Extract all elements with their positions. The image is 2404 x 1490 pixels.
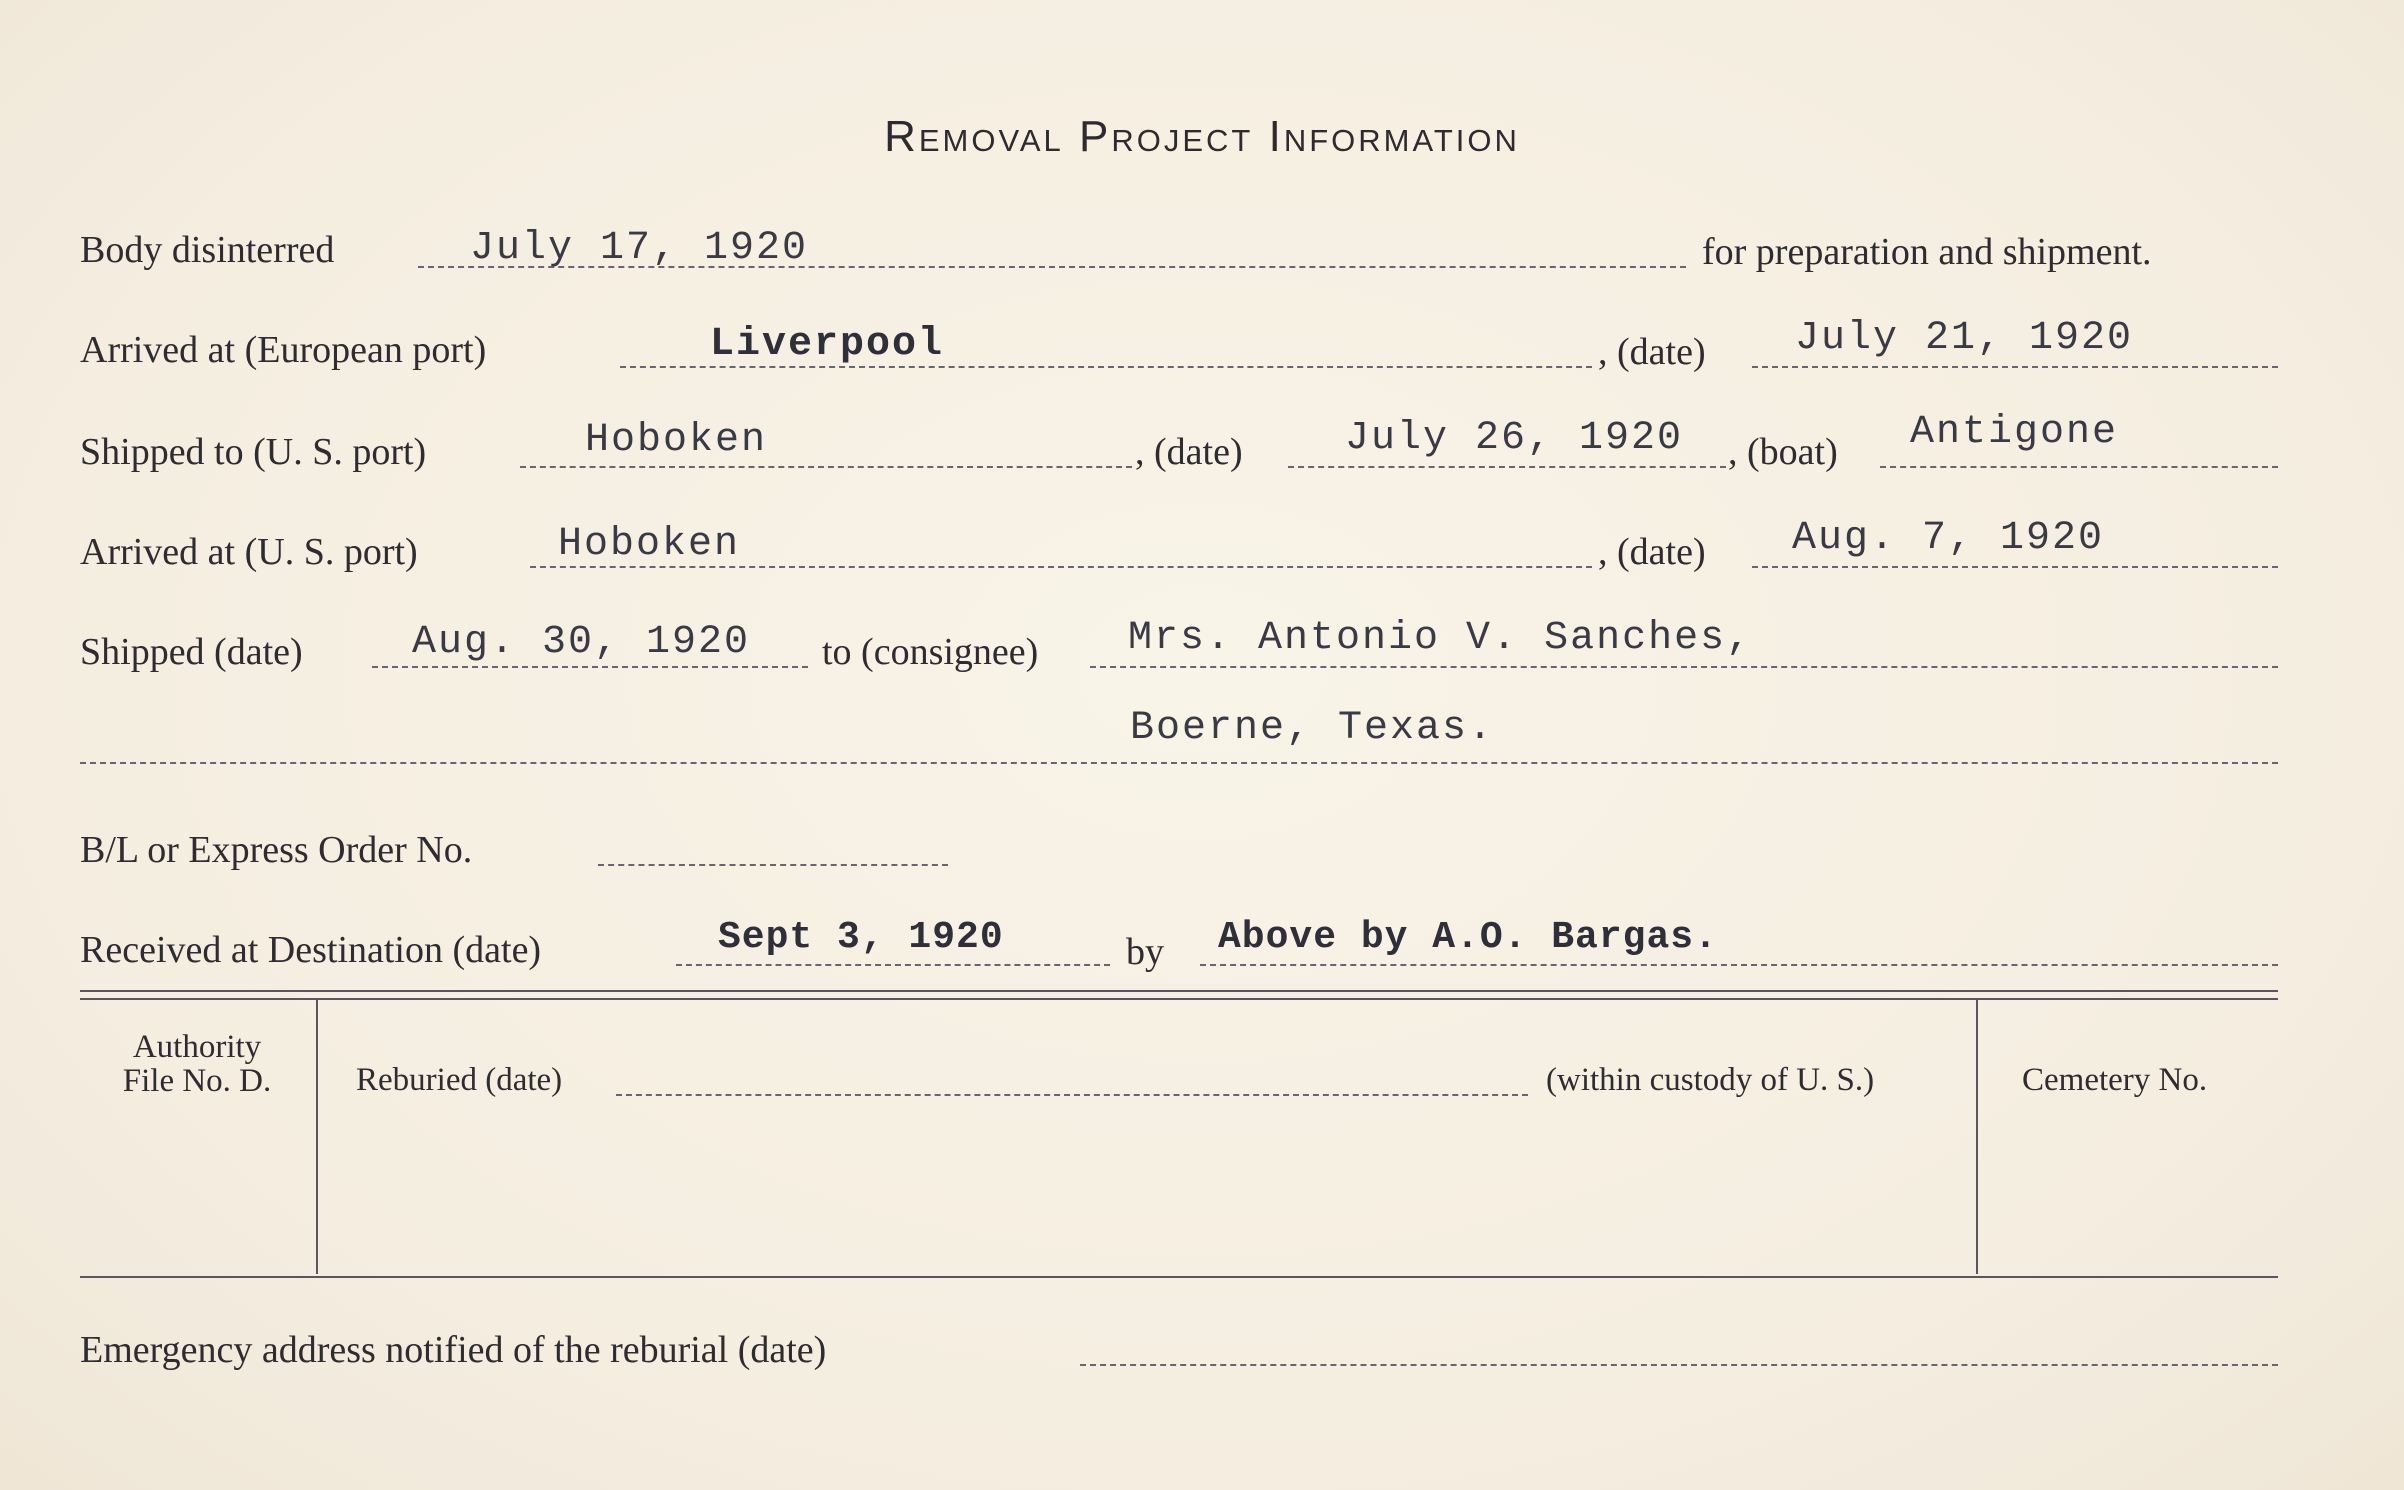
box-bottom-rule bbox=[80, 1276, 2278, 1278]
european-date-label: , (date) bbox=[1598, 331, 1706, 373]
european-port-label: Arrived at (European port) bbox=[80, 329, 487, 371]
shipped-date-value: Aug. 30, 1920 bbox=[412, 620, 751, 665]
received-by-label: by bbox=[1126, 931, 1164, 973]
emergency-line bbox=[1080, 1364, 2278, 1366]
authority-line1: Authority bbox=[132, 1029, 262, 1065]
authority-label bbox=[82, 1030, 312, 1098]
consignee-line bbox=[1090, 666, 2278, 668]
consignee-second-line bbox=[80, 762, 2278, 764]
arrived-us-date-value: Aug. 7, 1920 bbox=[1792, 516, 2105, 561]
boat-label: , (boat) bbox=[1728, 431, 1838, 473]
shipped-us-port-value: Hoboken bbox=[585, 418, 768, 463]
received-date-value: Sept 3, 1920 bbox=[718, 916, 1004, 959]
disinterred-label: Body disinterred bbox=[80, 229, 335, 271]
reburied-line bbox=[616, 1094, 1528, 1096]
shipped-us-port-line bbox=[520, 466, 1132, 468]
shipped-us-date-line bbox=[1288, 466, 1726, 468]
received-by-line bbox=[1200, 964, 2278, 966]
shipped-us-date-label: , (date) bbox=[1135, 431, 1243, 473]
european-date-line bbox=[1752, 366, 2278, 368]
boat-value: Antigone bbox=[1910, 410, 2119, 455]
boat-line bbox=[1880, 466, 2278, 468]
card-title: Removal Project Information bbox=[884, 112, 1520, 161]
consignee-line2-value: Boerne, Texas. bbox=[1130, 706, 1495, 751]
emergency-label: Emergency address notified of the reburial (date) bbox=[80, 1329, 827, 1371]
reburied-label: Reburied (date) bbox=[356, 1062, 563, 1098]
european-date-value: July 21, 1920 bbox=[1795, 316, 2134, 361]
box-right-divider bbox=[1976, 1000, 1978, 1274]
shipped-date-line bbox=[372, 666, 808, 668]
bl-label: B/L or Express Order No. bbox=[80, 829, 473, 871]
received-by-value: Above by A.O. Bargas. bbox=[1218, 916, 1718, 959]
arrived-us-port-value: Hoboken bbox=[558, 522, 741, 567]
consignee-line1-value: Mrs. Antonio V. Sanches, bbox=[1128, 616, 1753, 661]
european-port-value: Liverpool bbox=[710, 322, 945, 367]
box-top-rule-2 bbox=[80, 998, 2278, 1000]
arrived-us-date-label: , (date) bbox=[1598, 531, 1706, 573]
disinterred-date: July 17, 1920 bbox=[470, 226, 809, 271]
shipped-us-label: Shipped to (U. S. port) bbox=[80, 431, 427, 473]
custody-label: (within custody of U. S.) bbox=[1546, 1062, 1875, 1098]
arrived-us-label: Arrived at (U. S. port) bbox=[80, 531, 418, 573]
shipped-date-label: Shipped (date) bbox=[80, 631, 303, 673]
disinterred-suffix: for preparation and shipment. bbox=[1702, 231, 2152, 273]
arrived-us-date-line bbox=[1752, 566, 2278, 568]
cemetery-label: Cemetery No. bbox=[2022, 1062, 2208, 1098]
box-left-divider bbox=[316, 1000, 318, 1274]
shipped-us-date-value: July 26, 1920 bbox=[1345, 416, 1684, 461]
bl-line bbox=[598, 864, 948, 866]
box-top-rule-1 bbox=[80, 990, 2278, 992]
received-date-line bbox=[676, 964, 1110, 966]
received-label: Received at Destination (date) bbox=[80, 929, 542, 971]
authority-line2: File No. D. bbox=[122, 1063, 272, 1099]
consignee-label: to (consignee) bbox=[822, 631, 1039, 673]
